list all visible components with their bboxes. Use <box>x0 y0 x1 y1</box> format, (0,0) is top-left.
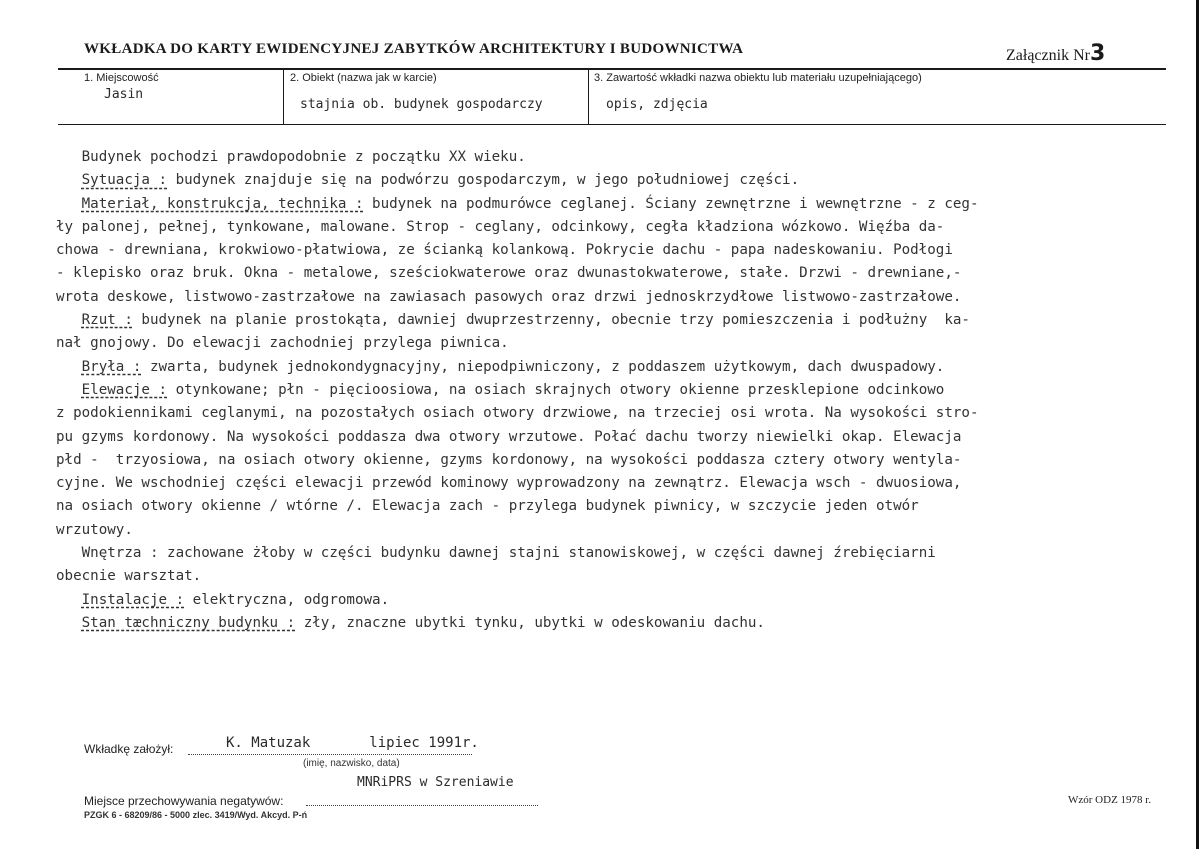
section-text: budynek na planie prostokąta, dawniej dwuprzestrzenny, obecnie trzy pomieszczenia i podłużny ka- <box>132 312 970 329</box>
text-line: wrota deskowe, listwowo-zastrzałowe na zawiasach pasowych oraz drzwi jednoskrzydłowe listwowo-zastrzałowe. <box>56 288 962 305</box>
object-value: stajnia ob. budynek gospodarczy <box>300 97 543 112</box>
description-text <box>56 146 1176 635</box>
section-heading: Rzut : <box>81 312 133 329</box>
text-line <box>56 379 1176 402</box>
attachment-label: Załącznik Nr <box>1006 47 1090 64</box>
column-divider <box>588 69 589 125</box>
author-label: Wkładkę założył: <box>84 742 174 756</box>
column-divider <box>283 69 284 125</box>
locality-value: Jasin <box>104 87 144 102</box>
storage-label: Miejsce przechowywania negatywów: <box>84 794 284 808</box>
text-line <box>56 612 1176 635</box>
content-value: opis, zdjęcia <box>606 97 708 112</box>
text-line: płd - trzyosiowa, na osiach otwory okienne, gzyms kordonowy, na wysokości poddasza cztery otwory wentyla- <box>56 451 962 468</box>
author-line <box>188 754 472 755</box>
text-line <box>56 356 1176 379</box>
section-heading: Sytuacja : <box>81 172 168 189</box>
section-text: zły, znaczne ubytki tynku, ubytki w odeskowaniu dachu. <box>295 614 765 631</box>
template-label: Wzór ODZ 1978 r. <box>1068 794 1152 806</box>
text-line: pu gzyms kordonowy. Na wysokości poddasza dwa otwory wrzutowe. Połać dachu tworzy niewielki okap. Elewacja <box>56 428 962 445</box>
section-text: budynek znajduje się na podwórzu gospodarczym, w jego południowej części. <box>167 172 800 189</box>
text-line <box>56 169 1176 192</box>
section-heading: Elewacje : <box>81 381 168 398</box>
text-line: Budynek pochodzi prawdopodobnie z początku XX wieku. <box>56 149 526 165</box>
document-title: WKŁADKA DO KARTY EWIDENCYJNEJ ZABYTKÓW ARCHITEKTURY I BUDOWNICTWA <box>84 41 744 57</box>
section-heading: Bryła : <box>81 358 142 375</box>
locality-label: 1. Miejscowość <box>84 72 159 84</box>
content-label: 3. Zawartość wkładki nazwa obiektu lub materiału uzupełniającego) <box>594 72 922 84</box>
author-hint: (imię, nazwisko, data) <box>303 758 400 769</box>
text-line: wrzutowy. <box>56 521 133 538</box>
text-line <box>56 589 1176 612</box>
text-line <box>56 193 1176 216</box>
section-heading: Instalacje : <box>81 591 185 608</box>
text-line: Wnętrza : zachowane żłoby w części budynku dawnej stajni stanowiskowej, w części dawnej źrebięciarni <box>56 545 936 562</box>
storage-line <box>306 805 538 806</box>
header-rule-top <box>58 68 1166 70</box>
section-text: otynkowane; płn - pięcioosiowa, na osiach skrajnych otwory okienne przesklepione odcinkowo <box>167 381 945 398</box>
text-line: ły palonej, pełnej, tynkowane, malowane. Strop - ceglany, odcinkowy, cegła kładziona wózkowo. Więźba da- <box>56 218 945 235</box>
text-line: chowa - drewniana, krokwiowo-płatwiowa, ze ścianką kolankową. Pokrycie dachu - papa nadeskowaniu. Podłogi <box>56 242 953 259</box>
attachment-number-value: 3 <box>1089 41 1106 66</box>
text-line: z podokiennikami ceglanymi, na pozostałych osiach otwory drzwiowe, na trzeciej osi wrota. Na wysokości stro- <box>56 405 979 422</box>
text-line: obecnie warsztat. <box>56 568 202 585</box>
text-line <box>56 309 1176 332</box>
text-line: nał gnojowy. Do elewacji zachodniej przylega piwnica. <box>56 335 509 352</box>
text-line: cyjne. We wschodniej części elewacji przewód kominowy wyprowadzony na zewnątrz. Elewacja wsch - dwuosiowa, <box>56 475 962 492</box>
storage-value: MNRiPRS w Szreniawie <box>357 775 514 790</box>
section-text: zwarta, budynek jednokondygnacyjny, niepodpiwniczony, z poddaszem użytkowym, dach dwuspadowy. <box>141 358 945 375</box>
section-heading: Stan tæchniczny budynku : <box>81 614 296 631</box>
section-heading: Materiał, konstrukcja, technika : <box>81 195 364 212</box>
attachment-number <box>1006 41 1105 66</box>
object-label: 2. Obiekt (nazwa jak w karcie) <box>290 72 437 84</box>
header-rule-bottom <box>58 124 1166 125</box>
print-code: PZGK 6 - 68209/86 - 5000 zlec. 3419/Wyd. Akcyd. P-ń <box>84 810 308 820</box>
section-text: budynek na podmurówce ceglanej. Ściany zewnętrzne i wewnętrzne - z ceg- <box>363 195 979 212</box>
author-value: K. Matuzak lipiec 1991r. <box>226 735 479 751</box>
section-text: elektryczna, odgromowa. <box>184 591 390 608</box>
text-line: - klepisko oraz bruk. Okna - metalowe, sześciokwaterowe oraz dwunastokwaterowe, stałe. Drzwi - drewniane,- <box>56 265 962 282</box>
text-line: na osiach otwory okienne / wtórne /. Elewacja zach - przylega budynek piwnicy, w szczycie jeden otwór <box>56 498 919 515</box>
